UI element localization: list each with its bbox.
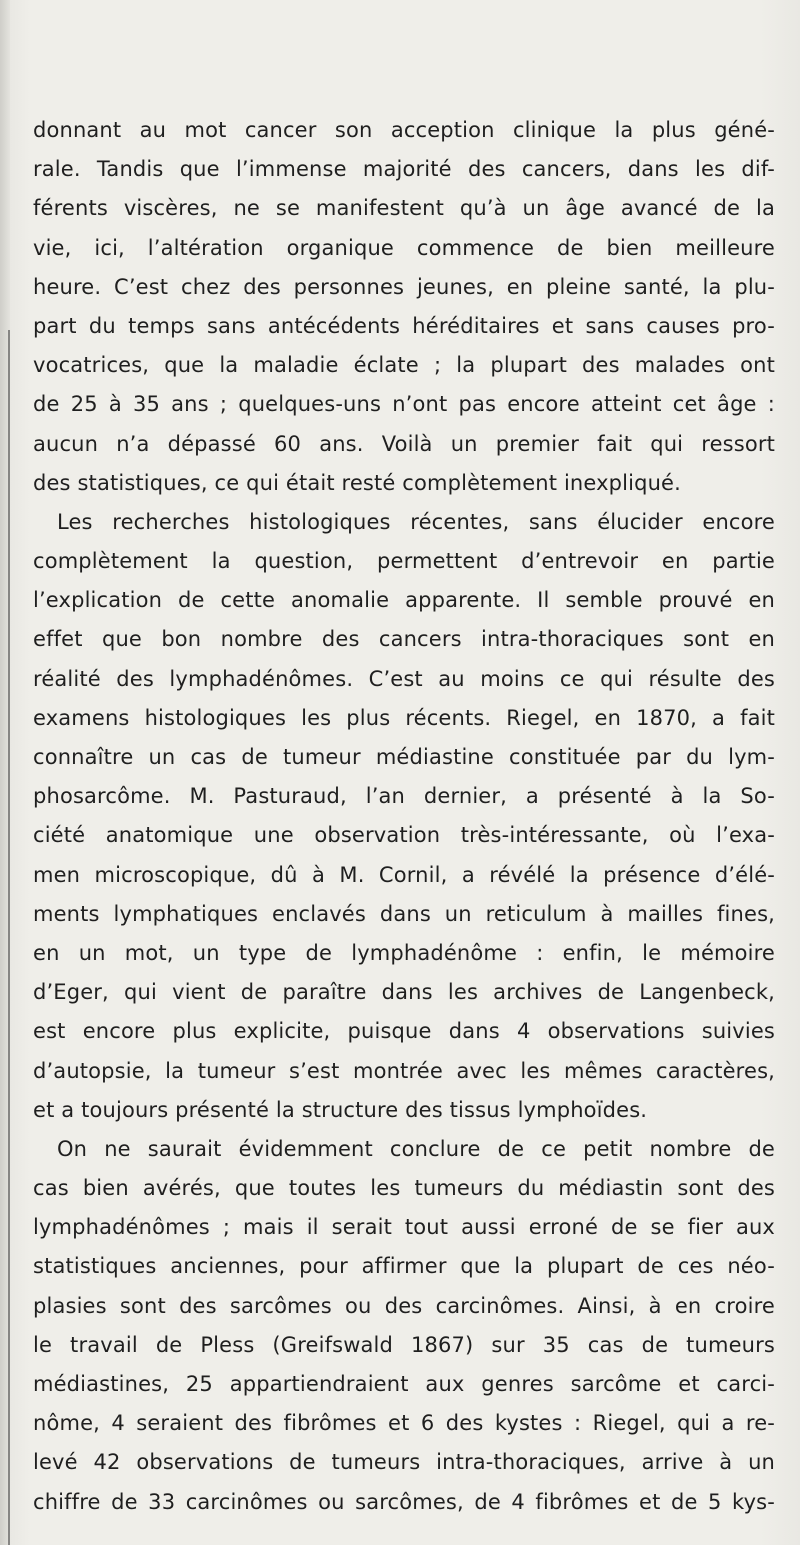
text-line: d’autopsie, la tumeur s’est montrée avec les mêmes caractères, <box>33 1058 775 1083</box>
text-line: l’explication de cette anomalie apparente. Il semble prouvé en <box>33 588 775 613</box>
text-line: Les recherches histologiques récentes, sans élucider encore <box>57 509 775 534</box>
text-line: part du temps sans antécédents héréditaires et sans causes pro- <box>33 313 775 338</box>
binding-edge <box>8 330 10 1545</box>
text-line: examens histologiques les plus récents. Riegel, en 1870, a fait <box>33 705 775 730</box>
text-line: vocatrices, que la maladie éclate ; la plupart des malades ont <box>33 353 775 378</box>
text-line: et a toujours présenté la structure des tissus lymphoïdes. <box>33 1097 648 1122</box>
text-line: On ne saurait évidemment conclure de ce petit nombre de <box>57 1136 775 1161</box>
text-line: phosarcôme. M. Pasturaud, l’an dernier, a présenté à la So- <box>33 784 775 809</box>
text-line: men microscopique, dû à M. Cornil, a révélé la présence d’élé- <box>33 862 775 887</box>
paragraph-1 <box>33 111 775 503</box>
text-line: est encore plus explicite, puisque dans 4 observations suivies <box>33 1019 775 1044</box>
text-line: de 25 à 35 ans ; quelques-uns n’ont pas encore atteint cet âge : <box>33 392 775 417</box>
text-line: ments lymphatiques enclavés dans un reticulum à mailles fines, <box>33 901 775 926</box>
text-line: ciété anatomique une observation très-intéressante, où l’exa- <box>33 823 775 848</box>
text-line: lymphadénômes ; mais il serait tout aussi erroné de se fier aux <box>33 1215 775 1240</box>
text-line: d’Eger, qui vient de paraître dans les archives de Langenbeck, <box>33 980 775 1005</box>
text-line: levé 42 observations de tumeurs intra-thoraciques, arrive à un <box>33 1450 775 1475</box>
paragraph-2 <box>33 503 775 1130</box>
text-line: heure. C’est chez des personnes jeunes, en pleine santé, la plu- <box>33 274 775 299</box>
text-line: vie, ici, l’altération organique commence de bien meilleure <box>33 235 775 260</box>
print-mark <box>300 78 430 92</box>
text-line: aucun n’a dépassé 60 ans. Voilà un premier fait qui ressort <box>33 431 775 456</box>
paragraph-3 <box>33 1130 775 1522</box>
text-line: des statistiques, ce qui était resté complètement inexpliqué. <box>33 470 681 495</box>
text-line: réalité des lymphadénômes. C’est au moins ce qui résulte des <box>33 666 775 691</box>
text-line: connaître un cas de tumeur médiastine constituée par du lym- <box>33 745 775 769</box>
text-line: en un mot, un type de lymphadénôme : enfin, le mémoire <box>33 940 775 965</box>
text-line: effet que bon nombre des cancers intra-thoraciques sont en <box>33 627 775 652</box>
text-line: statistiques anciennes, pour affirmer que la plupart de ces néo- <box>33 1254 775 1279</box>
text-line: chiffre de 33 carcinômes ou sarcômes, de 4 fibrômes et de 5 kys- <box>33 1489 775 1514</box>
body-text <box>33 111 775 1522</box>
text-line: cas bien avérés, que toutes les tumeurs du médiastin sont des <box>33 1176 775 1201</box>
text-line: le travail de Pless (Greifswald 1867) sur 35 cas de tumeurs <box>33 1332 775 1357</box>
text-line: donnant au mot cancer son acception clinique la plus géné- <box>33 118 775 142</box>
text-line: plasies sont des sarcômes ou des carcinômes. Ainsi, à en croire <box>33 1293 775 1318</box>
text-line: complètement la question, permettent d’entrevoir en partie <box>33 549 775 574</box>
text-line: férents viscères, ne se manifestent qu’à un âge avancé de la <box>33 196 775 221</box>
text-line: nôme, 4 seraient des fibrômes et 6 des kystes : Riegel, qui a re- <box>33 1411 775 1436</box>
text-line: médiastines, 25 appartiendraient aux genres sarcôme et carci- <box>33 1372 775 1396</box>
text-line: rale. Tandis que l’immense majorité des cancers, dans les dif- <box>33 157 775 182</box>
